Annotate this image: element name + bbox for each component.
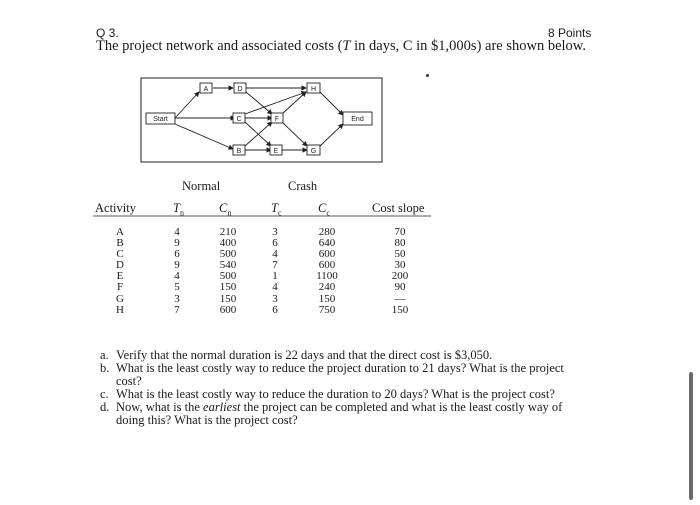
header-cn-letter: C — [219, 201, 228, 215]
cell-tn: 5 — [174, 281, 180, 294]
cell-cc: 150 — [318, 292, 336, 305]
group-crash: Crash — [288, 179, 318, 193]
cell-activity: F — [116, 281, 124, 294]
column-tn — [170, 227, 184, 316]
header-cc-letter: C — [318, 201, 327, 215]
cell-cc: 1100 — [316, 270, 338, 283]
cell-cn: 500 — [219, 248, 237, 261]
question-number: Q 3. — [96, 26, 119, 40]
node-h-label: H — [310, 86, 317, 93]
cell-tn: 9 — [174, 237, 180, 250]
question-list — [100, 349, 580, 428]
cell-cc: 280 — [318, 226, 336, 238]
scrollbar-thumb[interactable] — [689, 372, 693, 500]
cell-cn: 540 — [219, 259, 237, 272]
cell-activity: A — [116, 226, 124, 238]
cell-tc: 1 — [272, 270, 278, 283]
column-cc — [309, 227, 345, 316]
question-label: b. — [100, 361, 110, 376]
column-activity — [112, 227, 128, 316]
cell-cn: 400 — [219, 237, 237, 250]
node-b-label: B — [236, 148, 242, 155]
node-a-label: A — [203, 86, 209, 93]
cell-tc: 6 — [272, 237, 278, 250]
cell-slope: 70 — [394, 226, 406, 238]
cell-cn: 150 — [219, 281, 237, 294]
question-text-after: the project can be completed and what is the least costly way of doing this? What is the project cost? — [116, 400, 563, 428]
intro-text-2: in days, C in $1,000s) are shown below. — [350, 38, 586, 54]
cell-tn: 4 — [174, 270, 180, 283]
cell-tc: 3 — [272, 226, 278, 238]
cell-cn: 150 — [219, 292, 237, 305]
cell-slope: 50 — [394, 248, 406, 261]
cell-slope: 80 — [394, 237, 406, 250]
points-label: 8 Points — [548, 26, 592, 40]
node-e-label: E — [273, 148, 279, 155]
cell-tc: 3 — [272, 292, 278, 305]
header-activity: Activity — [95, 201, 136, 215]
cell-activity: C — [116, 248, 124, 261]
question-text-before: Now, what is the — [116, 400, 204, 415]
cell-activity: H — [116, 303, 124, 316]
group-normal: Normal — [182, 179, 221, 193]
question-text: What is the least costly way to reduce the project duration to 21 days? What is the project cost? — [116, 361, 564, 389]
node-d-label: D — [237, 86, 243, 93]
column-cn — [213, 227, 243, 316]
cell-activity: G — [116, 292, 124, 305]
cell-cc: 600 — [318, 259, 336, 272]
cell-tn: 9 — [174, 259, 180, 272]
cell-activity: E — [116, 270, 124, 283]
question-label: c. — [100, 387, 109, 402]
cell-cn: 210 — [219, 226, 237, 238]
cell-slope: — — [394, 292, 406, 305]
cell-tc: 4 — [272, 248, 278, 261]
cell-cc: 240 — [318, 281, 336, 294]
intro-text-1: The project network and associated costs ( — [96, 38, 343, 54]
cell-cc: 750 — [318, 303, 336, 316]
cell-tn: 6 — [174, 248, 180, 261]
question-label: a. — [100, 348, 109, 362]
cell-cc: 640 — [318, 237, 336, 250]
node-start-label: Start — [153, 116, 168, 123]
question-text: What is the least costly way to reduce the duration to 20 days? What is the project cost? — [116, 387, 555, 402]
cell-tc: 6 — [272, 303, 278, 316]
question-text: Verify that the normal duration is 22 days and that the direct cost is $3,050. — [116, 348, 493, 362]
node-c-label: C — [236, 116, 242, 123]
column-cost-slope — [384, 227, 416, 316]
cell-slope: 200 — [391, 270, 409, 283]
node-g-label: G — [310, 148, 317, 155]
node-end-label: End — [351, 116, 364, 123]
question-d — [100, 401, 580, 427]
cell-cn: 600 — [219, 303, 237, 316]
header-cc-sub: c — [326, 208, 330, 218]
cell-activity: D — [116, 259, 124, 272]
question-label: d. — [100, 400, 110, 415]
intro-t-symbol: T — [342, 38, 351, 54]
cell-cc: 600 — [318, 248, 336, 261]
header-cost-slope: Cost slope — [372, 201, 425, 215]
question-emphasis: earliest — [203, 400, 241, 415]
header-tn-letter: T — [173, 201, 180, 215]
node-f-label: F — [274, 116, 280, 123]
header-tn-sub: n — [179, 208, 184, 218]
header-tc-letter: T — [271, 201, 278, 215]
cell-slope: 90 — [394, 281, 406, 294]
cell-tn: 4 — [174, 226, 180, 238]
cell-slope: 150 — [391, 303, 409, 316]
cell-tn: 7 — [174, 303, 180, 316]
cell-tn: 3 — [174, 292, 180, 305]
header-tc-sub: c — [277, 208, 282, 218]
cell-slope: 30 — [394, 259, 406, 272]
cell-tc: 4 — [272, 281, 278, 294]
cell-activity: B — [116, 237, 124, 250]
question-b — [100, 362, 580, 388]
cell-cn: 500 — [219, 270, 237, 283]
cell-tc: 7 — [272, 259, 278, 272]
header-cn-sub: n — [227, 208, 232, 218]
column-tc — [268, 227, 282, 316]
